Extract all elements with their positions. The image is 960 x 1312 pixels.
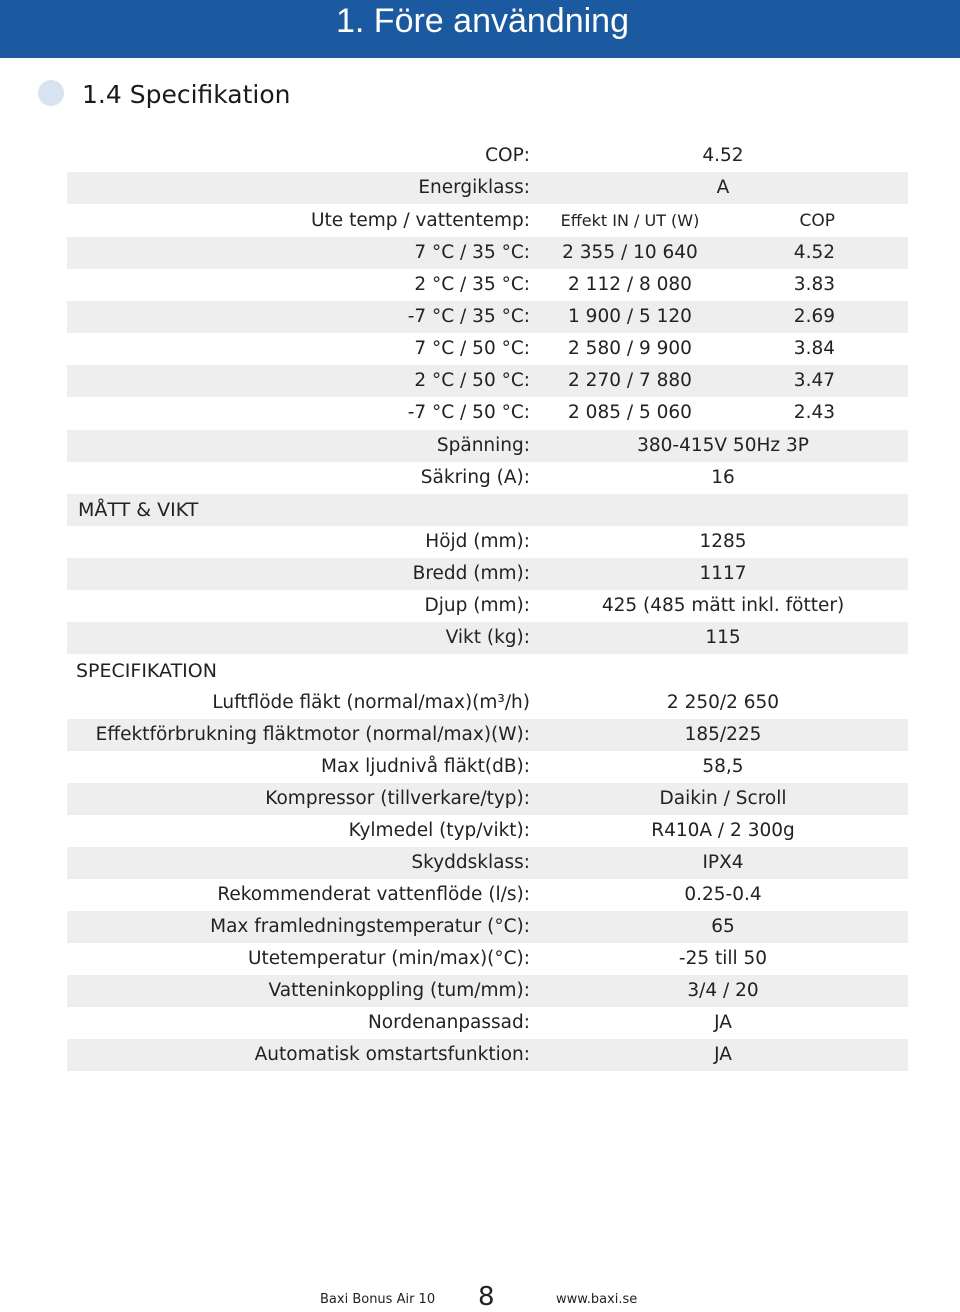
row-power: 1 900 / 5 120 xyxy=(568,306,692,327)
row-label: Spänning: xyxy=(436,435,530,456)
row-cop: 2.43 xyxy=(793,402,835,423)
row-label: Utetemperatur (min/max)(°C): xyxy=(247,948,530,969)
row-label: 7 °C / 50 °C: xyxy=(414,338,530,359)
dimension-row xyxy=(67,590,908,622)
row-value: 58,5 xyxy=(702,756,744,777)
row-label: Energiklass: xyxy=(418,177,530,198)
row-value: JA xyxy=(714,1044,732,1065)
page-header xyxy=(0,0,960,58)
row-value: 1117 xyxy=(699,563,747,584)
row-label: Skyddsklass: xyxy=(411,852,530,873)
row-label: Kompressor (tillverkare/typ): xyxy=(265,788,530,809)
row-label: Luftflöde fläkt (normal/max)(m³/h) xyxy=(212,692,530,713)
footer-url: www.baxi.se xyxy=(556,1292,638,1307)
spec-row xyxy=(67,911,908,943)
spec-row xyxy=(67,751,908,783)
row-label: Effektförbrukning fläktmotor (normal/max)(W): xyxy=(95,724,530,745)
row-label: Automatisk omstartsfunktion: xyxy=(254,1044,530,1065)
row-label: Max ljudnivå fläkt(dB): xyxy=(321,756,530,777)
spec-row xyxy=(67,1039,908,1071)
row-cop: 3.84 xyxy=(793,338,835,359)
row-value: 4.52 xyxy=(702,145,744,166)
row-power: 2 355 / 10 640 xyxy=(562,242,698,263)
spec-row-fuse xyxy=(67,462,908,494)
row-value: IPX4 xyxy=(702,852,744,873)
row-value: JA xyxy=(714,1012,732,1033)
footer-brand: Baxi Bonus Air 10 xyxy=(320,1292,436,1307)
dimension-row xyxy=(67,526,908,558)
row-value: 115 xyxy=(705,627,741,648)
row-value: 3/4 / 20 xyxy=(687,980,759,1001)
spec-row xyxy=(67,815,908,847)
row-label: Säkring (A): xyxy=(420,467,530,488)
spec-row xyxy=(67,783,908,815)
column-header-power: Effekt IN / UT (W) xyxy=(560,211,700,230)
specs-heading: SPECIFIKATION xyxy=(76,660,217,682)
section-title: 1.4 Specifikation xyxy=(82,80,291,109)
row-value: 380-415V 50Hz 3P xyxy=(637,435,809,456)
row-value: 2 250/2 650 xyxy=(666,692,780,713)
page-number: 8 xyxy=(478,1282,495,1312)
dimension-row xyxy=(67,622,908,654)
row-value: 0.25-0.4 xyxy=(684,884,762,905)
temp-row xyxy=(67,333,908,365)
row-label: 7 °C / 35 °C: xyxy=(414,242,530,263)
row-label: Rekommenderat vattenflöde (l/s): xyxy=(217,884,530,905)
row-cop: 2.69 xyxy=(793,306,835,327)
row-cop: 4.52 xyxy=(793,242,835,263)
row-value: 425 (485 mätt inkl. fötter) xyxy=(601,595,845,616)
row-label: -7 °C / 50 °C: xyxy=(407,402,530,423)
spec-row xyxy=(67,687,908,719)
row-label: Max framledningstemperatur (°C): xyxy=(210,916,530,937)
column-header-cop: COP xyxy=(799,211,835,231)
spec-row xyxy=(67,847,908,879)
row-label: Höjd (mm): xyxy=(425,531,530,552)
row-label: COP: xyxy=(485,145,530,166)
temp-row xyxy=(67,301,908,333)
row-label: Vatteninkoppling (tum/mm): xyxy=(268,980,530,1001)
row-label: Bredd (mm): xyxy=(412,563,530,584)
row-value: A xyxy=(716,177,730,198)
row-power: 2 580 / 9 900 xyxy=(568,338,692,359)
spec-row xyxy=(67,879,908,911)
row-label: 2 °C / 50 °C: xyxy=(414,370,530,391)
row-value: -25 till 50 xyxy=(678,948,768,969)
temp-row xyxy=(67,365,908,397)
row-label: Ute temp / vattentemp: xyxy=(311,210,530,231)
row-value: 16 xyxy=(711,467,735,488)
row-power: 2 270 / 7 880 xyxy=(568,370,692,391)
spec-row xyxy=(67,943,908,975)
row-value: Daikin / Scroll xyxy=(659,788,787,809)
row-value: 65 xyxy=(711,916,735,937)
temps-header-row xyxy=(67,205,908,237)
dimensions-heading: MÅTT & VIKT xyxy=(78,499,199,521)
row-value: 185/225 xyxy=(684,724,762,745)
row-label: -7 °C / 35 °C: xyxy=(407,306,530,327)
spec-row-voltage xyxy=(67,430,908,462)
temp-row xyxy=(67,397,908,429)
spec-row xyxy=(67,975,908,1007)
temp-row xyxy=(67,237,908,269)
row-label: Vikt (kg): xyxy=(445,627,530,648)
dimension-row xyxy=(67,558,908,590)
row-label: Nordenanpassad: xyxy=(367,1012,530,1033)
row-power: 2 085 / 5 060 xyxy=(568,402,692,423)
row-value: 1285 xyxy=(699,531,747,552)
row-cop: 3.47 xyxy=(793,370,835,391)
row-label: Kylmedel (typ/vikt): xyxy=(348,820,530,841)
section-bullet-icon xyxy=(38,80,64,106)
row-label: Djup (mm): xyxy=(424,595,530,616)
spec-row-cop xyxy=(67,140,908,172)
spec-row xyxy=(67,1007,908,1039)
row-cop: 3.83 xyxy=(793,274,835,295)
spec-row-energy xyxy=(67,172,908,204)
spec-row xyxy=(67,719,908,751)
row-label: 2 °C / 35 °C: xyxy=(414,274,530,295)
chapter-title: 1. Före användning xyxy=(336,2,629,40)
temp-row xyxy=(67,269,908,301)
row-power: 2 112 / 8 080 xyxy=(568,274,692,295)
row-value: R410A / 2 300g xyxy=(651,820,795,841)
